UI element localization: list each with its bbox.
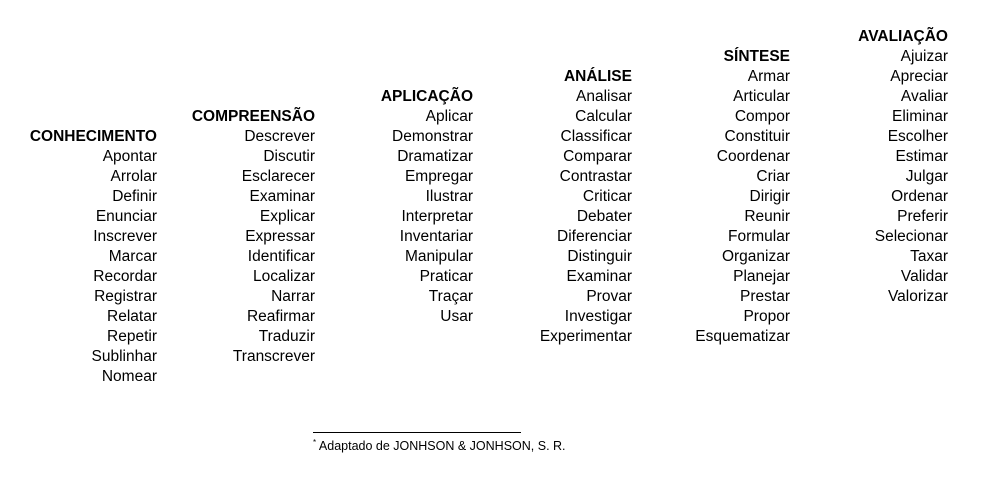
verb-item: Estimar	[895, 148, 948, 165]
column-heading: ANÁLISE	[563, 68, 632, 85]
verb-item: Enunciar	[95, 208, 157, 225]
column-sintese	[695, 47, 790, 347]
verb-item: Propor	[743, 308, 790, 325]
verb-item: Coordenar	[716, 148, 790, 165]
verb-item: Planejar	[733, 268, 790, 285]
column-analise	[540, 67, 632, 347]
verb-item: Compor	[734, 108, 790, 125]
verb-item: Definir	[112, 188, 157, 205]
verb-item: Ordenar	[891, 188, 948, 205]
verb-item: Identificar	[247, 248, 315, 265]
verb-item: Ilustrar	[425, 188, 473, 205]
verb-item: Articular	[733, 88, 790, 105]
verb-item: Dirigir	[749, 188, 790, 205]
verb-item: Manipular	[404, 248, 473, 265]
verb-item: Valorizar	[887, 288, 948, 305]
column-heading: APLICAÇÃO	[380, 88, 473, 105]
verb-item: Investigar	[564, 308, 632, 325]
column-heading: COMPREENSÃO	[191, 108, 315, 125]
verb-item: Inscrever	[93, 228, 157, 245]
verb-item: Escolher	[887, 128, 948, 145]
verb-item: Discutir	[263, 148, 315, 165]
verb-item: Dramatizar	[397, 148, 473, 165]
verb-item: Interpretar	[401, 208, 473, 225]
verb-item: Repetir	[107, 328, 157, 345]
verb-item: Esclarecer	[241, 168, 315, 185]
verb-item: Empregar	[404, 168, 473, 185]
verb-item: Narrar	[271, 288, 315, 305]
verb-item: Contrastar	[559, 168, 632, 185]
verb-item: Eliminar	[892, 108, 948, 125]
verb-item: Usar	[440, 308, 473, 325]
verb-item: Experimentar	[539, 328, 632, 345]
verb-item: Formular	[727, 228, 790, 245]
verb-item: Ajuizar	[900, 48, 948, 65]
verb-item: Selecionar	[874, 228, 948, 245]
verb-item: Esquematizar	[695, 328, 790, 345]
verb-item: Inventariar	[399, 228, 473, 245]
column-heading: AVALIAÇÃO	[858, 28, 948, 45]
verb-item: Expressar	[245, 228, 315, 245]
footnote-text: Adaptado de JONHSON & JONHSON, S. R.	[316, 439, 566, 453]
verb-item: Diferenciar	[557, 228, 632, 245]
column-aplicacao	[381, 87, 473, 327]
verb-item: Reafirmar	[246, 308, 315, 325]
verb-item: Relatar	[107, 308, 157, 325]
verb-item: Distinguir	[567, 248, 632, 265]
verb-item: Preferir	[897, 208, 948, 225]
verb-item: Criticar	[582, 188, 632, 205]
column-compreensao	[192, 107, 315, 367]
verb-item: Descrever	[244, 128, 315, 145]
verb-item: Praticar	[419, 268, 473, 285]
footnote-divider	[313, 432, 521, 433]
footnote	[313, 438, 566, 454]
verb-item: Armar	[747, 68, 790, 85]
verb-item: Apontar	[102, 148, 157, 165]
verb-item: Calcular	[575, 108, 632, 125]
verb-item: Marcar	[108, 248, 157, 265]
verb-item: Constituir	[724, 128, 790, 145]
verb-item: Traduzir	[258, 328, 315, 345]
column-heading: SÍNTESE	[723, 48, 790, 65]
verb-item: Explicar	[259, 208, 315, 225]
verb-item: Avaliar	[900, 88, 948, 105]
verb-item: Analisar	[576, 88, 632, 105]
verb-item: Julgar	[905, 168, 948, 185]
verb-item: Comparar	[563, 148, 632, 165]
verb-item: Debater	[576, 208, 632, 225]
verb-item: Registrar	[94, 288, 157, 305]
verb-item: Sublinhar	[91, 348, 157, 365]
verb-item: Demonstrar	[392, 128, 473, 145]
verb-item: Aplicar	[425, 108, 473, 125]
verb-item: Recordar	[93, 268, 157, 285]
verb-item: Reunir	[744, 208, 790, 225]
verb-item: Prestar	[740, 288, 790, 305]
verb-item: Traçar	[428, 288, 473, 305]
verb-item: Apreciar	[890, 68, 948, 85]
column-heading: CONHECIMENTO	[29, 128, 157, 145]
verb-item: Taxar	[910, 248, 948, 265]
verb-item: Provar	[586, 288, 632, 305]
verb-item: Organizar	[721, 248, 790, 265]
verb-item: Nomear	[101, 368, 157, 385]
column-conhecimento	[30, 127, 157, 387]
verb-item: Criar	[756, 168, 790, 185]
footnote-mark: *	[313, 438, 317, 447]
column-avaliacao	[858, 27, 948, 307]
verb-item: Examinar	[249, 188, 315, 205]
verb-item: Examinar	[566, 268, 632, 285]
verb-item: Transcrever	[232, 348, 315, 365]
verb-item: Classificar	[560, 128, 632, 145]
verb-item: Validar	[900, 268, 948, 285]
verb-item: Arrolar	[110, 168, 157, 185]
verb-item: Localizar	[252, 268, 315, 285]
